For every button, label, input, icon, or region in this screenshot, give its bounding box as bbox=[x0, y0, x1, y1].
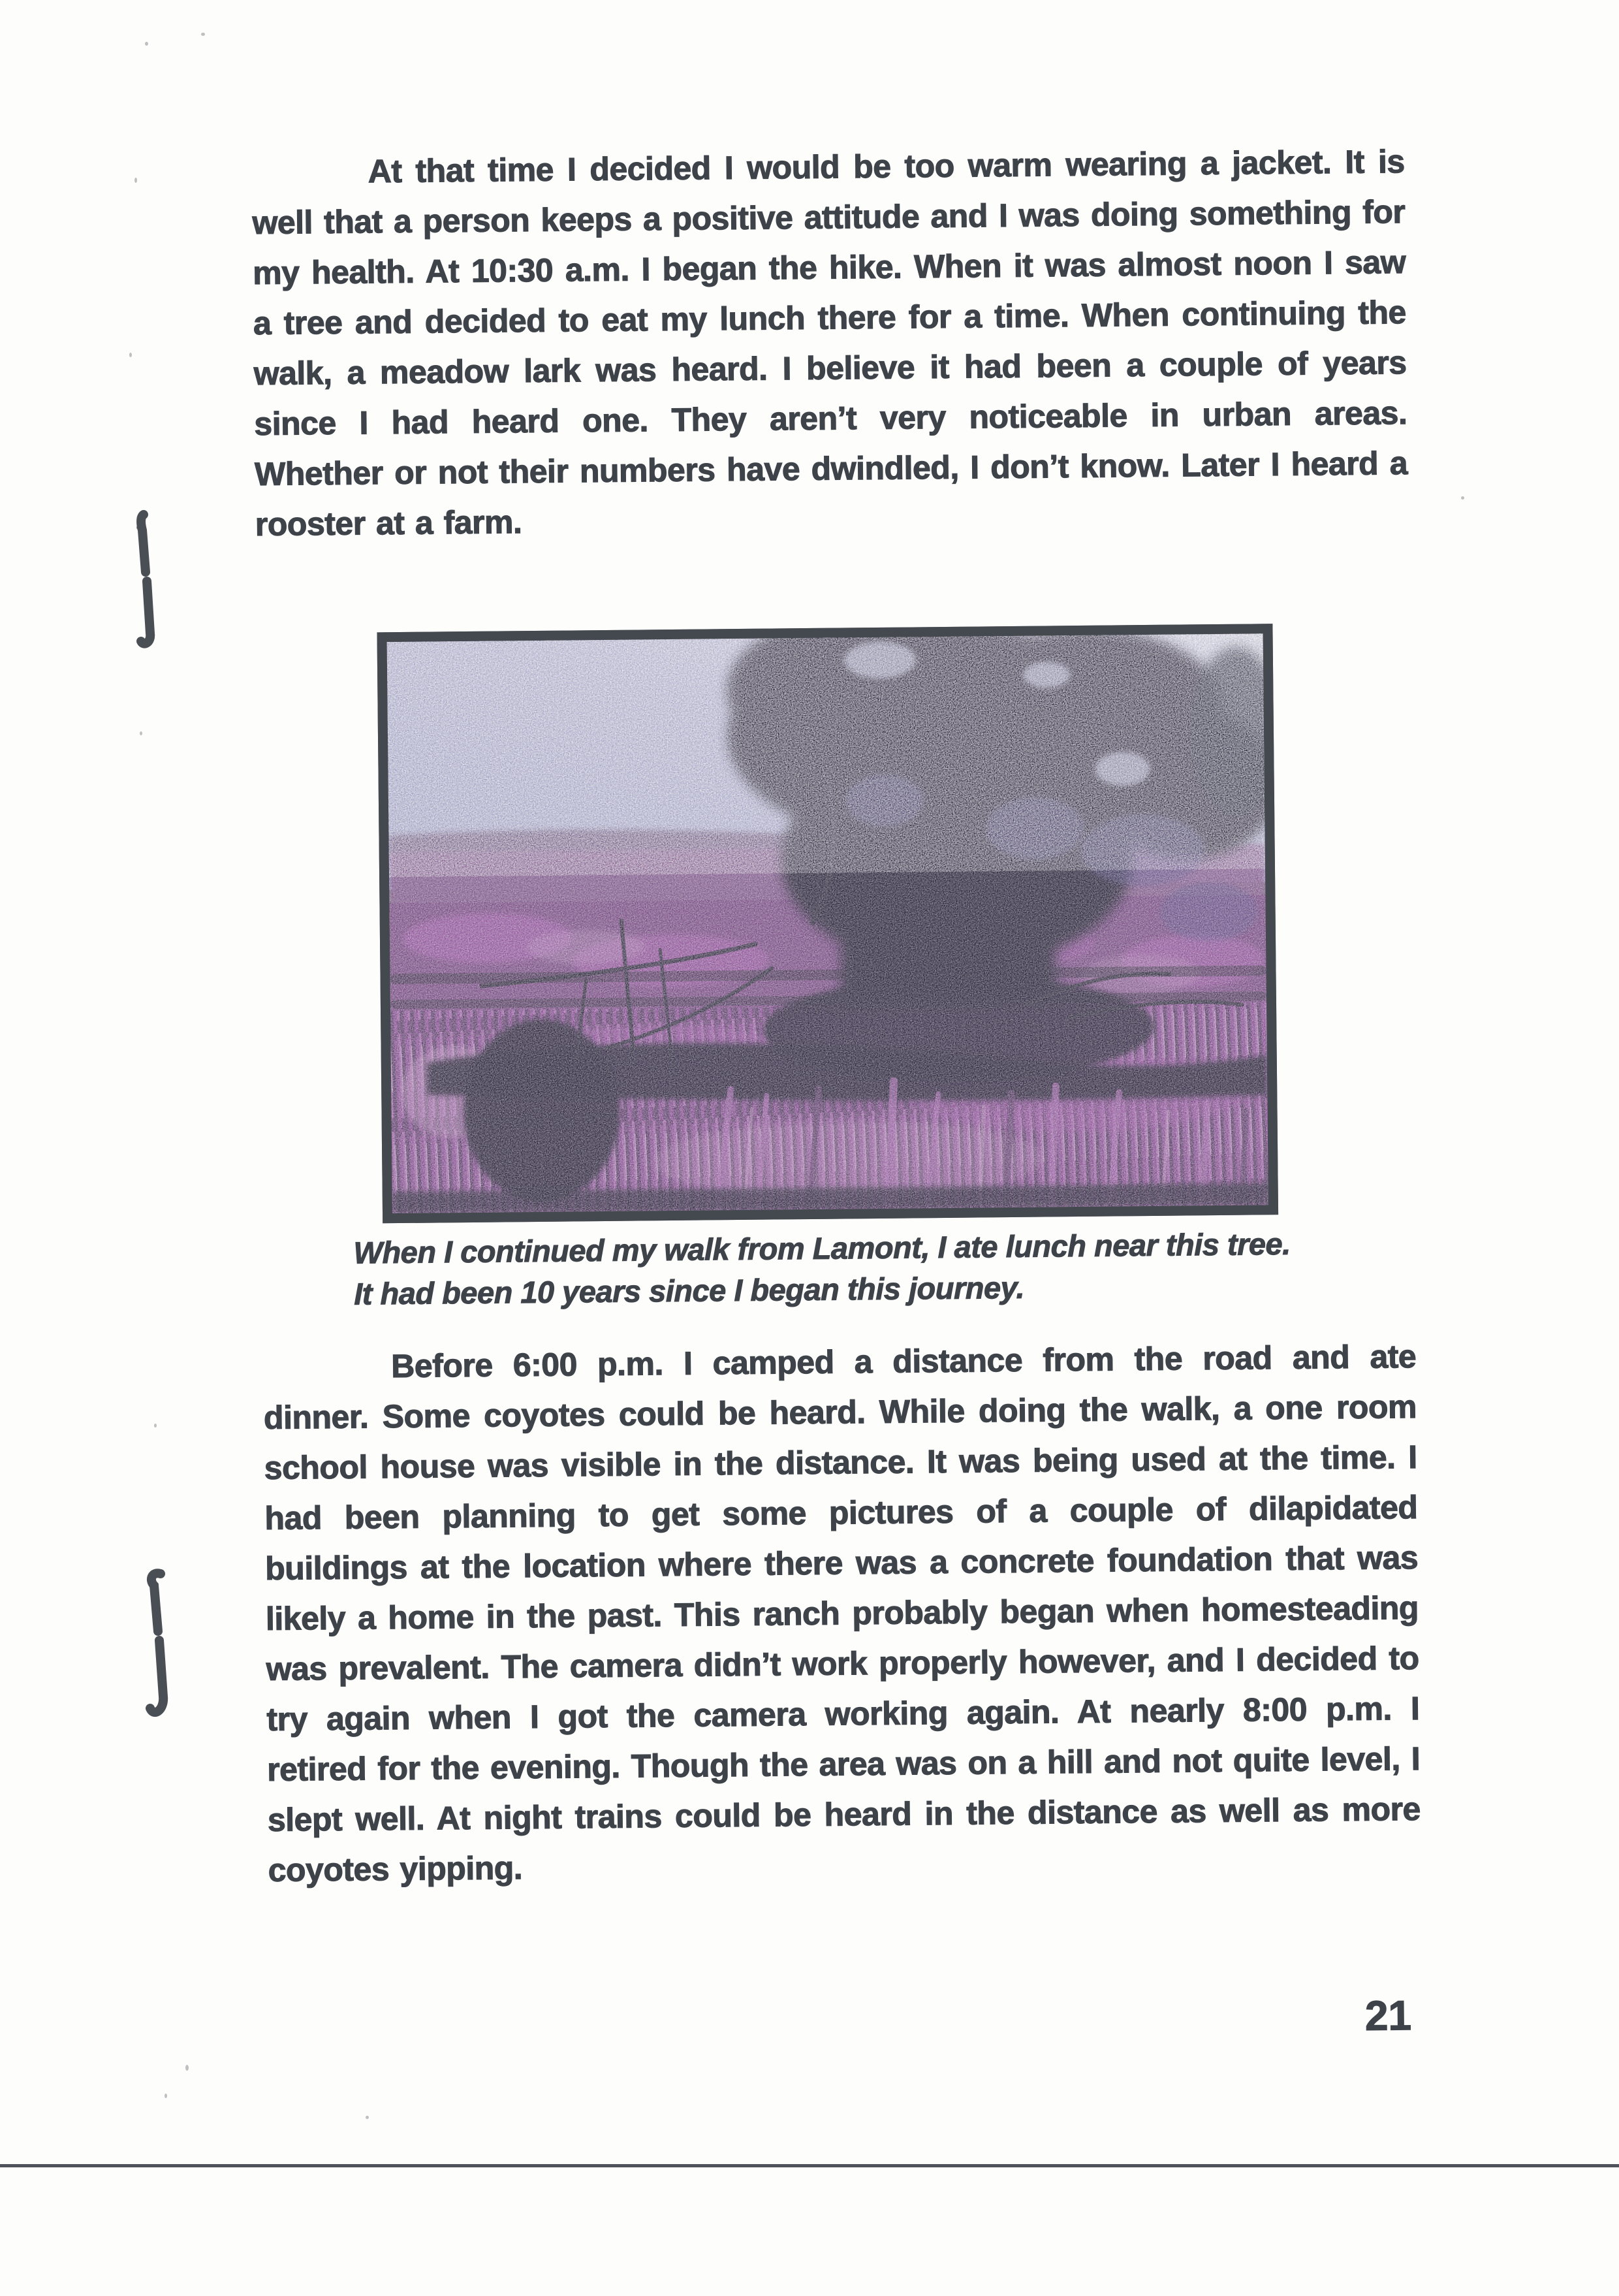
scan-speck bbox=[201, 33, 205, 36]
page-number: 21 bbox=[1364, 1992, 1412, 2039]
landscape-figure bbox=[377, 624, 1278, 1223]
scan-speck bbox=[185, 2065, 189, 2071]
landscape-painting bbox=[387, 633, 1268, 1213]
figure-caption bbox=[353, 1222, 1424, 1315]
staple-mark-bottom bbox=[141, 1566, 172, 1723]
scan-edge-rule bbox=[0, 2164, 1619, 2167]
body-paragraph-2: Before 6:00 p.m. I camped a distance from the road and ate dinner. Some coyotes could be heard. While doing the walk, a one room school house was visible in the distance. It was being used at the time. I had been planning to get some pictures of a couple of dilapidated buildings at the location where there was a concrete foundation that was likely a home in the past. This ranch probably began when homesteading was prevalent. The camera didn’t work properly however, and I decided to try again when I got the camera working again. At nearly 8:00 p.m. I retired for the evening. Though the area was on a hill and not quite level, I slept well. At night trains could be heard in the distance as well as more coyotes yipping. bbox=[263, 1338, 1421, 1889]
dark-grain-overlay bbox=[387, 633, 1268, 1213]
caption-line-1: When I continued my walk from Lamont, I ate lunch near this tree. bbox=[353, 1226, 1291, 1270]
scan-speck bbox=[145, 42, 148, 46]
scan-speck bbox=[129, 353, 132, 357]
scan-speck bbox=[366, 2116, 369, 2119]
staple-mark-top bbox=[134, 508, 163, 653]
scan-speck bbox=[134, 178, 137, 183]
body-paragraph-1: At that time I decided I would be too warm wearing a jacket. It is well that a person keeps a positive attitude and I was doing something for my health. At 10:30 a.m. I began the hike. When it was almost noon I saw a tree and decided to eat my lunch there for a time. When continuing the walk, a meadow lark was heard. I believe it had been a couple of years since I had heard one. They aren’t very noticeable in urban areas. Whether or not their numbers have dwindled, I don’t know. Later I heard a rooster at a farm. bbox=[252, 143, 1408, 543]
scan-speck bbox=[1461, 496, 1464, 500]
scan-speck bbox=[165, 2094, 167, 2098]
scan-speck bbox=[154, 1424, 157, 1427]
caption-line-2: It had been 10 years since I began this journey. bbox=[353, 1269, 1025, 1311]
scan-speck bbox=[140, 731, 142, 735]
